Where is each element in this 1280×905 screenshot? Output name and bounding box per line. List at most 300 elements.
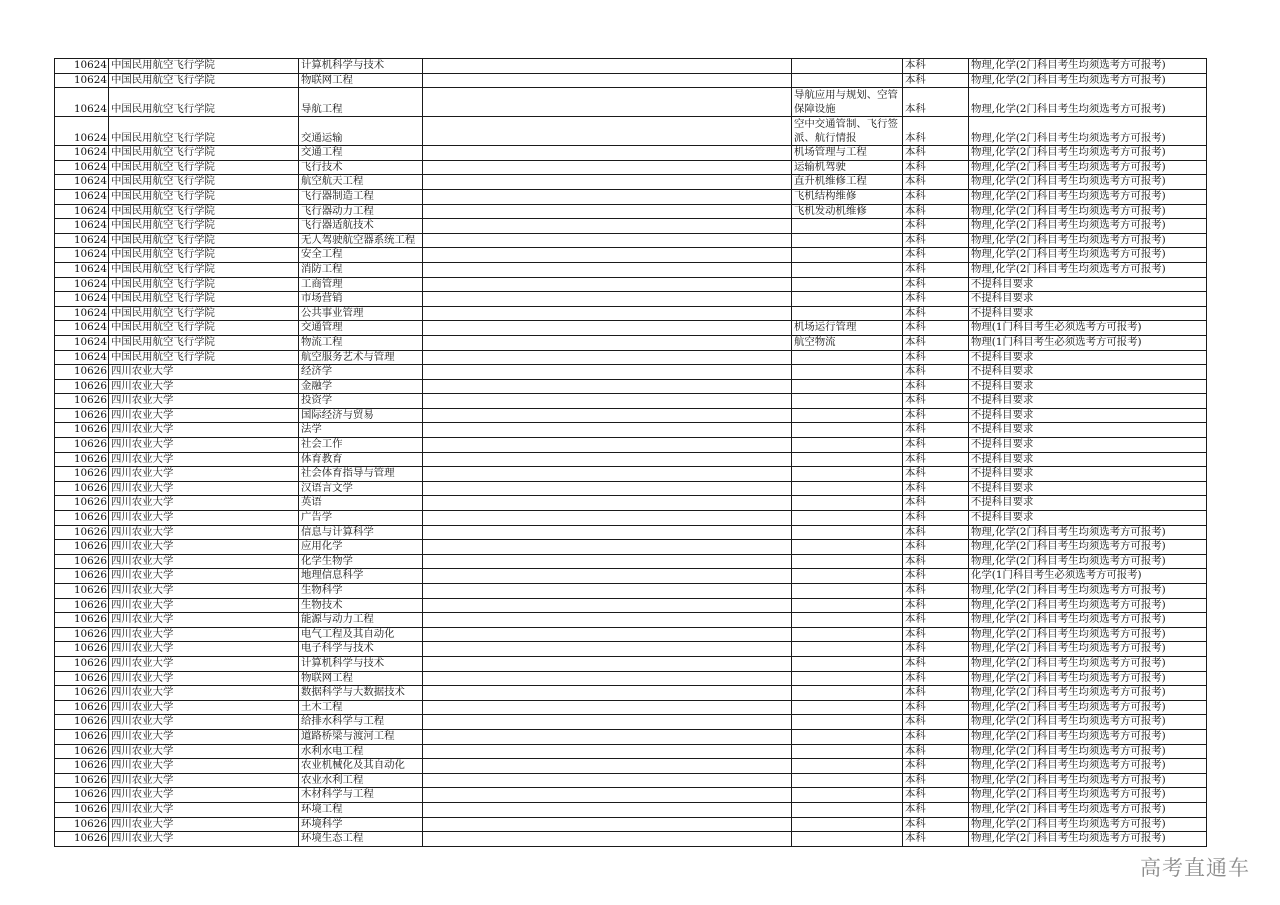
- subject-requirement-cell: 物理,化学(2门科目考生均须选考方可报考): [969, 219, 1207, 234]
- school-code-cell: 10626: [55, 496, 109, 511]
- blank-cell: [423, 671, 792, 686]
- major-name-cell: 应用化学: [299, 540, 423, 555]
- major-name-cell: 环境工程: [299, 802, 423, 817]
- level-cell: 本科: [903, 88, 969, 117]
- school-code-cell: 10626: [55, 686, 109, 701]
- sub-direction-cell: 航空物流: [792, 335, 903, 350]
- major-name-cell: 电子科学与技术: [299, 642, 423, 657]
- level-cell: 本科: [903, 554, 969, 569]
- sub-direction-cell: [792, 467, 903, 482]
- school-name-cell: 四川农业大学: [109, 569, 299, 584]
- table-row: [55, 365, 1207, 380]
- sub-direction-cell: 直升机维修工程: [792, 175, 903, 190]
- blank-cell: [423, 598, 792, 613]
- sub-direction-cell: 机场运行管理: [792, 321, 903, 336]
- table-row: [55, 204, 1207, 219]
- level-cell: 本科: [903, 262, 969, 277]
- school-name-cell: 中国民用航空飞行学院: [109, 189, 299, 204]
- table-row: [55, 715, 1207, 730]
- school-name-cell: 四川农业大学: [109, 773, 299, 788]
- school-code-cell: 10624: [55, 160, 109, 175]
- subject-requirement-cell: 物理,化学(2门科目考生均须选考方可报考): [969, 627, 1207, 642]
- school-code-cell: 10626: [55, 773, 109, 788]
- subject-requirement-cell: 物理,化学(2门科目考生均须选考方可报考): [969, 700, 1207, 715]
- level-cell: 本科: [903, 540, 969, 555]
- level-cell: 本科: [903, 160, 969, 175]
- blank-cell: [423, 117, 792, 146]
- major-name-cell: 交通工程: [299, 146, 423, 161]
- blank-cell: [423, 467, 792, 482]
- subject-requirement-cell: 物理,化学(2门科目考生均须选考方可报考): [969, 160, 1207, 175]
- level-cell: 本科: [903, 335, 969, 350]
- blank-cell: [423, 511, 792, 526]
- school-code-cell: 10626: [55, 744, 109, 759]
- blank-cell: [423, 219, 792, 234]
- table-row: [55, 306, 1207, 321]
- school-name-cell: 中国民用航空飞行学院: [109, 335, 299, 350]
- school-code-cell: 10624: [55, 219, 109, 234]
- major-name-cell: 交通运输: [299, 117, 423, 146]
- level-cell: 本科: [903, 642, 969, 657]
- sub-direction-cell: [792, 700, 903, 715]
- school-name-cell: 四川农业大学: [109, 511, 299, 526]
- subject-requirement-cell: 不提科目要求: [969, 292, 1207, 307]
- subject-requirement-cell: 不提科目要求: [969, 481, 1207, 496]
- school-name-cell: 四川农业大学: [109, 525, 299, 540]
- major-name-cell: 计算机科学与技术: [299, 656, 423, 671]
- sub-direction-cell: [792, 292, 903, 307]
- level-cell: 本科: [903, 73, 969, 88]
- table-row: [55, 656, 1207, 671]
- major-name-cell: 法学: [299, 423, 423, 438]
- table-row: [55, 350, 1207, 365]
- sub-direction-cell: [792, 817, 903, 832]
- level-cell: 本科: [903, 773, 969, 788]
- major-name-cell: 物联网工程: [299, 73, 423, 88]
- blank-cell: [423, 204, 792, 219]
- table-row: [55, 788, 1207, 803]
- major-name-cell: 电气工程及其自动化: [299, 627, 423, 642]
- major-name-cell: 环境生态工程: [299, 832, 423, 847]
- school-code-cell: 10624: [55, 233, 109, 248]
- table-row: [55, 481, 1207, 496]
- table-row: [55, 817, 1207, 832]
- school-code-cell: 10624: [55, 204, 109, 219]
- subject-requirement-cell: 不提科目要求: [969, 467, 1207, 482]
- subject-requirement-cell: 物理,化学(2门科目考生均须选考方可报考): [969, 773, 1207, 788]
- blank-cell: [423, 73, 792, 88]
- school-code-cell: 10626: [55, 642, 109, 657]
- school-code-cell: 10626: [55, 788, 109, 803]
- level-cell: 本科: [903, 686, 969, 701]
- major-name-cell: 数据科学与大数据技术: [299, 686, 423, 701]
- level-cell: 本科: [903, 584, 969, 599]
- table-row: [55, 525, 1207, 540]
- sub-direction-cell: [792, 496, 903, 511]
- school-code-cell: 10624: [55, 350, 109, 365]
- school-name-cell: 四川农业大学: [109, 729, 299, 744]
- school-name-cell: 四川农业大学: [109, 817, 299, 832]
- admission-requirements-table: [54, 58, 1207, 847]
- level-cell: 本科: [903, 729, 969, 744]
- school-name-cell: 中国民用航空飞行学院: [109, 160, 299, 175]
- table-row: [55, 511, 1207, 526]
- table-row: [55, 219, 1207, 234]
- school-name-cell: 四川农业大学: [109, 438, 299, 453]
- table-row: [55, 802, 1207, 817]
- sub-direction-cell: [792, 365, 903, 380]
- table-row: [55, 146, 1207, 161]
- table-row: [55, 175, 1207, 190]
- blank-cell: [423, 554, 792, 569]
- school-code-cell: 10624: [55, 189, 109, 204]
- table-row: [55, 292, 1207, 307]
- level-cell: 本科: [903, 292, 969, 307]
- blank-cell: [423, 802, 792, 817]
- level-cell: 本科: [903, 744, 969, 759]
- school-code-cell: 10624: [55, 335, 109, 350]
- blank-cell: [423, 686, 792, 701]
- subject-requirement-cell: 物理,化学(2门科目考生均须选考方可报考): [969, 73, 1207, 88]
- sub-direction-cell: [792, 511, 903, 526]
- subject-requirement-cell: 物理,化学(2门科目考生均须选考方可报考): [969, 262, 1207, 277]
- watermark: 高考直通车: [1140, 856, 1250, 880]
- table-row: [55, 277, 1207, 292]
- subject-requirement-cell: 物理,化学(2门科目考生均须选考方可报考): [969, 686, 1207, 701]
- blank-cell: [423, 613, 792, 628]
- level-cell: 本科: [903, 467, 969, 482]
- school-name-cell: 四川农业大学: [109, 394, 299, 409]
- school-code-cell: 10626: [55, 467, 109, 482]
- sub-direction-cell: [792, 569, 903, 584]
- level-cell: 本科: [903, 759, 969, 774]
- school-name-cell: 四川农业大学: [109, 540, 299, 555]
- sub-direction-cell: [792, 788, 903, 803]
- school-code-cell: 10626: [55, 817, 109, 832]
- level-cell: 本科: [903, 117, 969, 146]
- school-code-cell: 10624: [55, 292, 109, 307]
- table-row: [55, 189, 1207, 204]
- table-row: [55, 248, 1207, 263]
- level-cell: 本科: [903, 569, 969, 584]
- table-row: [55, 671, 1207, 686]
- major-name-cell: 水利水电工程: [299, 744, 423, 759]
- table-row: [55, 452, 1207, 467]
- subject-requirement-cell: 不提科目要求: [969, 452, 1207, 467]
- school-code-cell: 10626: [55, 802, 109, 817]
- school-name-cell: 四川农业大学: [109, 744, 299, 759]
- subject-requirement-cell: 物理,化学(2门科目考生均须选考方可报考): [969, 729, 1207, 744]
- subject-requirement-cell: 物理,化学(2门科目考生均须选考方可报考): [969, 832, 1207, 847]
- level-cell: 本科: [903, 146, 969, 161]
- table-row: [55, 569, 1207, 584]
- school-code-cell: 10626: [55, 759, 109, 774]
- subject-requirement-cell: 不提科目要求: [969, 408, 1207, 423]
- table-row: [55, 496, 1207, 511]
- blank-cell: [423, 584, 792, 599]
- blank-cell: [423, 438, 792, 453]
- level-cell: 本科: [903, 481, 969, 496]
- blank-cell: [423, 715, 792, 730]
- sub-direction-cell: [792, 627, 903, 642]
- level-cell: 本科: [903, 204, 969, 219]
- subject-requirement-cell: 物理,化学(2门科目考生均须选考方可报考): [969, 759, 1207, 774]
- major-name-cell: 市场营销: [299, 292, 423, 307]
- sub-direction-cell: [792, 642, 903, 657]
- major-name-cell: 信息与计算科学: [299, 525, 423, 540]
- sub-direction-cell: [792, 613, 903, 628]
- level-cell: 本科: [903, 598, 969, 613]
- table-row: [55, 832, 1207, 847]
- subject-requirement-cell: 不提科目要求: [969, 438, 1207, 453]
- blank-cell: [423, 817, 792, 832]
- blank-cell: [423, 88, 792, 117]
- school-code-cell: 10626: [55, 365, 109, 380]
- table-row: [55, 73, 1207, 88]
- level-cell: 本科: [903, 452, 969, 467]
- table-row: [55, 394, 1207, 409]
- blank-cell: [423, 452, 792, 467]
- school-name-cell: 中国民用航空飞行学院: [109, 248, 299, 263]
- subject-requirement-cell: 物理,化学(2门科目考生均须选考方可报考): [969, 744, 1207, 759]
- subject-requirement-cell: 物理,化学(2门科目考生均须选考方可报考): [969, 59, 1207, 74]
- school-code-cell: 10626: [55, 613, 109, 628]
- table-row: [55, 613, 1207, 628]
- school-code-cell: 10626: [55, 379, 109, 394]
- major-name-cell: 能源与动力工程: [299, 613, 423, 628]
- sub-direction-cell: [792, 394, 903, 409]
- major-name-cell: 消防工程: [299, 262, 423, 277]
- school-name-cell: 中国民用航空飞行学院: [109, 117, 299, 146]
- subject-requirement-cell: 物理,化学(2门科目考生均须选考方可报考): [969, 117, 1207, 146]
- blank-cell: [423, 292, 792, 307]
- major-name-cell: 飞行技术: [299, 160, 423, 175]
- sub-direction-cell: 运输机驾驶: [792, 160, 903, 175]
- subject-requirement-cell: 不提科目要求: [969, 511, 1207, 526]
- table-row: [55, 540, 1207, 555]
- subject-requirement-cell: 物理,化学(2门科目考生均须选考方可报考): [969, 189, 1207, 204]
- sub-direction-cell: [792, 219, 903, 234]
- school-code-cell: 10624: [55, 248, 109, 263]
- school-name-cell: 四川农业大学: [109, 598, 299, 613]
- level-cell: 本科: [903, 715, 969, 730]
- school-name-cell: 四川农业大学: [109, 452, 299, 467]
- school-name-cell: 中国民用航空飞行学院: [109, 292, 299, 307]
- blank-cell: [423, 642, 792, 657]
- school-name-cell: 四川农业大学: [109, 481, 299, 496]
- school-code-cell: 10626: [55, 700, 109, 715]
- school-code-cell: 10624: [55, 88, 109, 117]
- table-row: [55, 233, 1207, 248]
- level-cell: 本科: [903, 59, 969, 74]
- school-name-cell: 中国民用航空飞行学院: [109, 262, 299, 277]
- school-name-cell: 四川农业大学: [109, 584, 299, 599]
- major-name-cell: 农业水利工程: [299, 773, 423, 788]
- level-cell: 本科: [903, 817, 969, 832]
- major-name-cell: 环境科学: [299, 817, 423, 832]
- level-cell: 本科: [903, 438, 969, 453]
- school-code-cell: 10624: [55, 146, 109, 161]
- school-code-cell: 10626: [55, 525, 109, 540]
- sub-direction-cell: [792, 379, 903, 394]
- school-name-cell: 四川农业大学: [109, 467, 299, 482]
- sub-direction-cell: [792, 554, 903, 569]
- major-name-cell: 生物科学: [299, 584, 423, 599]
- school-name-cell: 四川农业大学: [109, 613, 299, 628]
- level-cell: 本科: [903, 832, 969, 847]
- school-name-cell: 四川农业大学: [109, 642, 299, 657]
- blank-cell: [423, 175, 792, 190]
- sub-direction-cell: [792, 73, 903, 88]
- table-row: [55, 744, 1207, 759]
- school-name-cell: 四川农业大学: [109, 365, 299, 380]
- table-row: [55, 686, 1207, 701]
- school-name-cell: 中国民用航空飞行学院: [109, 88, 299, 117]
- blank-cell: [423, 306, 792, 321]
- blank-cell: [423, 525, 792, 540]
- school-name-cell: 四川农业大学: [109, 700, 299, 715]
- sub-direction-cell: [792, 408, 903, 423]
- sub-direction-cell: [792, 277, 903, 292]
- blank-cell: [423, 540, 792, 555]
- major-name-cell: 化学生物学: [299, 554, 423, 569]
- level-cell: 本科: [903, 379, 969, 394]
- major-name-cell: 给排水科学与工程: [299, 715, 423, 730]
- sub-direction-cell: [792, 686, 903, 701]
- blank-cell: [423, 262, 792, 277]
- subject-requirement-cell: 不提科目要求: [969, 394, 1207, 409]
- school-code-cell: 10624: [55, 262, 109, 277]
- level-cell: 本科: [903, 656, 969, 671]
- sub-direction-cell: 空中交通管制、飞行签派、航行情报: [792, 117, 903, 146]
- table-row: [55, 598, 1207, 613]
- school-name-cell: 四川农业大学: [109, 656, 299, 671]
- table-row: [55, 729, 1207, 744]
- blank-cell: [423, 160, 792, 175]
- subject-requirement-cell: 物理,化学(2门科目考生均须选考方可报考): [969, 584, 1207, 599]
- table-row: [55, 627, 1207, 642]
- subject-requirement-cell: 物理,化学(2门科目考生均须选考方可报考): [969, 642, 1207, 657]
- blank-cell: [423, 408, 792, 423]
- blank-cell: [423, 744, 792, 759]
- school-name-cell: 四川农业大学: [109, 802, 299, 817]
- subject-requirement-cell: 物理,化学(2门科目考生均须选考方可报考): [969, 175, 1207, 190]
- major-name-cell: 木材科学与工程: [299, 788, 423, 803]
- school-name-cell: 四川农业大学: [109, 686, 299, 701]
- school-name-cell: 四川农业大学: [109, 379, 299, 394]
- school-name-cell: 四川农业大学: [109, 554, 299, 569]
- major-name-cell: 飞行器适航技术: [299, 219, 423, 234]
- subject-requirement-cell: 物理(1门科目考生必须选考方可报考): [969, 335, 1207, 350]
- school-code-cell: 10624: [55, 321, 109, 336]
- major-name-cell: 社会工作: [299, 438, 423, 453]
- major-name-cell: 计算机科学与技术: [299, 59, 423, 74]
- level-cell: 本科: [903, 233, 969, 248]
- level-cell: 本科: [903, 788, 969, 803]
- level-cell: 本科: [903, 365, 969, 380]
- subject-requirement-cell: 不提科目要求: [969, 350, 1207, 365]
- sub-direction-cell: [792, 656, 903, 671]
- major-name-cell: 国际经济与贸易: [299, 408, 423, 423]
- major-name-cell: 广告学: [299, 511, 423, 526]
- blank-cell: [423, 379, 792, 394]
- school-code-cell: 10624: [55, 175, 109, 190]
- major-name-cell: 安全工程: [299, 248, 423, 263]
- table-row: [55, 423, 1207, 438]
- major-name-cell: 交通管理: [299, 321, 423, 336]
- subject-requirement-cell: 不提科目要求: [969, 423, 1207, 438]
- table-row: [55, 584, 1207, 599]
- subject-requirement-cell: 物理,化学(2门科目考生均须选考方可报考): [969, 554, 1207, 569]
- school-code-cell: 10624: [55, 117, 109, 146]
- level-cell: 本科: [903, 671, 969, 686]
- subject-requirement-cell: 物理,化学(2门科目考生均须选考方可报考): [969, 817, 1207, 832]
- major-name-cell: 飞行器动力工程: [299, 204, 423, 219]
- level-cell: 本科: [903, 219, 969, 234]
- school-name-cell: 中国民用航空飞行学院: [109, 146, 299, 161]
- table-row: [55, 321, 1207, 336]
- subject-requirement-cell: 物理,化学(2门科目考生均须选考方可报考): [969, 233, 1207, 248]
- school-name-cell: 四川农业大学: [109, 715, 299, 730]
- blank-cell: [423, 321, 792, 336]
- sub-direction-cell: [792, 715, 903, 730]
- school-code-cell: 10626: [55, 656, 109, 671]
- school-name-cell: 四川农业大学: [109, 627, 299, 642]
- school-code-cell: 10626: [55, 408, 109, 423]
- school-code-cell: 10626: [55, 394, 109, 409]
- blank-cell: [423, 248, 792, 263]
- sub-direction-cell: [792, 233, 903, 248]
- blank-cell: [423, 627, 792, 642]
- major-name-cell: 生物技术: [299, 598, 423, 613]
- sub-direction-cell: [792, 438, 903, 453]
- table-row: [55, 438, 1207, 453]
- sub-direction-cell: [792, 59, 903, 74]
- school-code-cell: 10626: [55, 511, 109, 526]
- level-cell: 本科: [903, 321, 969, 336]
- blank-cell: [423, 832, 792, 847]
- table-row: [55, 379, 1207, 394]
- school-name-cell: 中国民用航空飞行学院: [109, 277, 299, 292]
- blank-cell: [423, 773, 792, 788]
- blank-cell: [423, 729, 792, 744]
- blank-cell: [423, 233, 792, 248]
- school-name-cell: 四川农业大学: [109, 496, 299, 511]
- blank-cell: [423, 146, 792, 161]
- subject-requirement-cell: 物理,化学(2门科目考生均须选考方可报考): [969, 204, 1207, 219]
- table-row: [55, 262, 1207, 277]
- major-name-cell: 公共事业管理: [299, 306, 423, 321]
- major-name-cell: 物流工程: [299, 335, 423, 350]
- table-row: [55, 700, 1207, 715]
- subject-requirement-cell: 物理,化学(2门科目考生均须选考方可报考): [969, 598, 1207, 613]
- school-code-cell: 10624: [55, 59, 109, 74]
- school-code-cell: 10626: [55, 569, 109, 584]
- school-name-cell: 四川农业大学: [109, 759, 299, 774]
- school-name-cell: 四川农业大学: [109, 423, 299, 438]
- school-code-cell: 10624: [55, 277, 109, 292]
- sub-direction-cell: [792, 248, 903, 263]
- major-name-cell: 工商管理: [299, 277, 423, 292]
- blank-cell: [423, 759, 792, 774]
- school-code-cell: 10626: [55, 438, 109, 453]
- table-row: [55, 642, 1207, 657]
- level-cell: 本科: [903, 394, 969, 409]
- major-name-cell: 英语: [299, 496, 423, 511]
- level-cell: 本科: [903, 277, 969, 292]
- major-name-cell: 地理信息科学: [299, 569, 423, 584]
- sub-direction-cell: [792, 729, 903, 744]
